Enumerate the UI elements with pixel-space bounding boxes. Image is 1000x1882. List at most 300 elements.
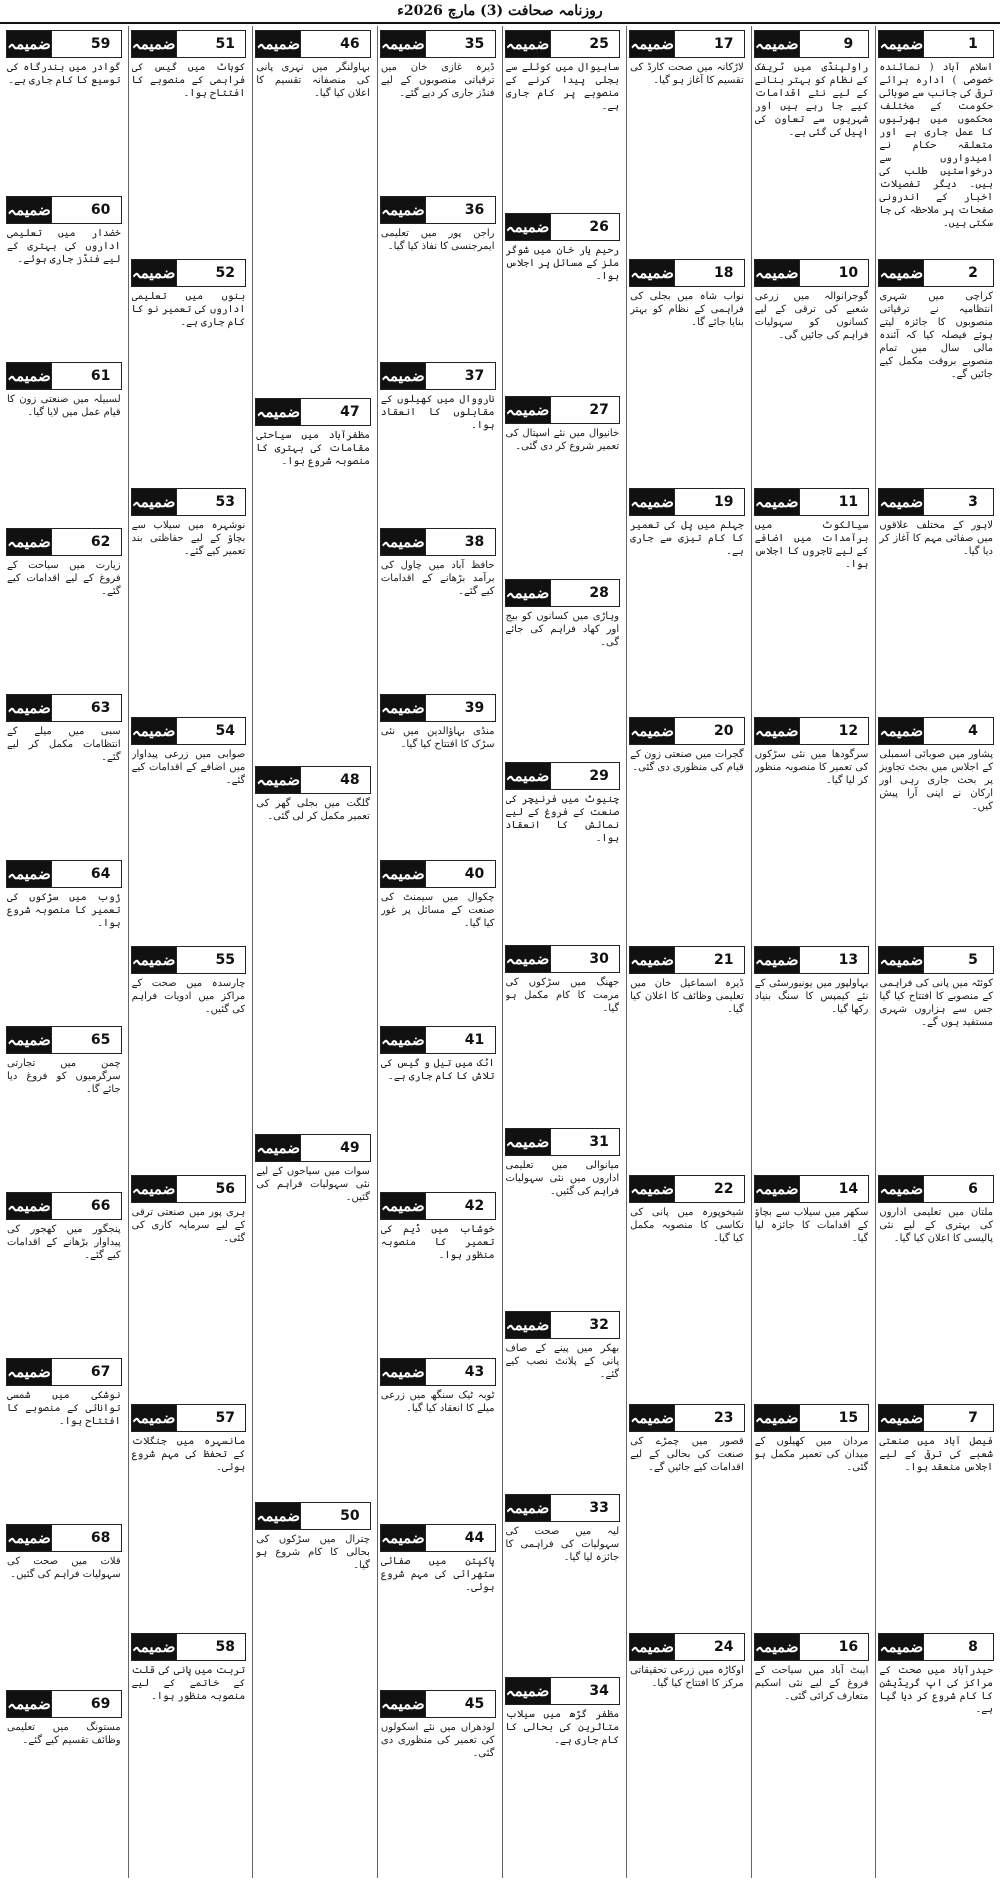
columns-container (4, 26, 996, 1878)
ad-number: 8 (968, 1639, 978, 1655)
zameema-badge: ضمیمہ (7, 861, 51, 887)
tile-divider (799, 1634, 829, 1660)
ad-header-tile (131, 717, 247, 745)
ad-text: ڈیرہ اسماعیل خان میں تعلیمی وظائف کا اعلان کیا گیا۔ (630, 978, 744, 1015)
ad-text: پنجگور میں کھجور کی پیداوار بڑھانے کے اقدامات کیے گئے۔ (7, 1224, 121, 1261)
ad-text: مردان میں کھیلوں کے میدان کی تعمیر مکمل ہو گئی۔ (754, 1436, 869, 1473)
ad-header-tile (6, 1026, 122, 1054)
ad-header-tile (754, 488, 870, 516)
ad-header-tile (505, 579, 621, 607)
zameema-badge: ضمیمہ (381, 695, 425, 721)
zameema-badge: ضمیمہ (506, 1312, 550, 1338)
ad-number: 65 (90, 1032, 111, 1048)
ad-header-tile (878, 488, 994, 516)
tile-divider (300, 1503, 330, 1529)
tile-divider (674, 260, 704, 286)
ad-text: ساہیوال میں کوئلے سے بجلی پیدا کرنے کے منصوبے پر کام جاری ہے۔ (505, 62, 620, 112)
ad-text: ملتان میں تعلیمی اداروں کی بہتری کے لیے نئی پالیسی کا اعلان کیا گیا۔ (879, 1207, 993, 1244)
ad-header-tile (629, 1175, 745, 1203)
tile-divider (550, 1129, 580, 1155)
tile-divider (550, 1495, 580, 1521)
zameema-badge: ضمیمہ (755, 718, 799, 744)
ad-text: چارسدہ میں صحت کے مراکز میں ادویات فراہم کی گئیں۔ (131, 978, 246, 1015)
ad-text: نوشہرہ میں سیلاب سے بچاؤ کے لیے حفاظتی بند تعمیر کیے گئے۔ (131, 520, 246, 557)
ad-text: خضدار میں تعلیمی اداروں کی بہتری کے لیے فنڈز جاری ہوئے۔ (7, 228, 121, 265)
ad-text: صوابی میں زرعی پیداوار میں اضافے کے اقدامات کیے گئے۔ (131, 749, 246, 786)
ad-text: لسبیلہ میں صنعتی زون کا قیام عمل میں لایا گیا۔ (7, 394, 121, 418)
ad-number: 20 (714, 723, 734, 739)
ad-text: ایبٹ آباد میں سیاحت کے فروغ کے لیے نئی اسکیم متعارف کرائی گئی۔ (754, 1665, 869, 1702)
zameema-badge: ضمیمہ (879, 260, 923, 286)
zameema-badge: ضمیمہ (755, 489, 799, 515)
zameema-badge: ضمیمہ (506, 1678, 550, 1704)
zameema-badge: ضمیمہ (7, 1359, 51, 1385)
ad-header-tile (131, 488, 247, 516)
ad-number: 39 (464, 700, 485, 716)
ad-number: 38 (464, 534, 485, 550)
ad-number: 33 (589, 1500, 609, 1516)
zameema-badge: ضمیمہ (506, 946, 550, 972)
ad-number: 54 (215, 723, 235, 739)
zameema-badge: ضمیمہ (755, 1634, 799, 1660)
ad-text: کوہاٹ میں گیس کی فراہمی کے منصوبے کا افتتاح ہوا۔ (131, 62, 246, 99)
ad-number: 61 (90, 368, 111, 384)
tile-divider (176, 1634, 206, 1660)
ad-header-tile (878, 259, 994, 287)
ad-text: تربت میں پانی کی قلت کے خاتمے کے لیے منصوبہ منظور ہوا۔ (131, 1665, 246, 1702)
ad-header-tile (754, 1175, 870, 1203)
tile-divider (923, 1176, 953, 1202)
zameema-badge: ضمیمہ (630, 31, 674, 57)
ad-text: اٹک میں تیل و گیس کی تلاش کا کام جاری ہے۔ (380, 1058, 495, 1082)
tile-divider (799, 718, 829, 744)
ad-header-tile (505, 1677, 621, 1705)
ad-header-tile (754, 717, 870, 745)
tile-divider (51, 1525, 81, 1551)
ad-text: نوشکی میں شمسی توانائی کے منصوبے کا افتتاح ہوا۔ (7, 1390, 121, 1427)
zameema-badge: ضمیمہ (879, 489, 923, 515)
ad-number: 36 (464, 202, 485, 218)
ad-text: پاکپتن میں صفائی ستھرائی کی مہم شروع ہوئی۔ (380, 1556, 495, 1593)
ad-number: 18 (714, 265, 734, 281)
ad-number: 31 (589, 1134, 609, 1150)
tile-divider (51, 1027, 81, 1053)
ad-header-tile (6, 1524, 122, 1552)
zameema-badge: ضمیمہ (256, 1135, 300, 1161)
ad-text: لودھراں میں نئے اسکولوں کی تعمیر کی منظوری دی گئی۔ (380, 1722, 495, 1759)
tile-divider (550, 214, 580, 240)
ad-header-tile (6, 860, 122, 888)
ad-number: 52 (215, 265, 235, 281)
tile-divider (176, 947, 206, 973)
tile-divider (550, 1312, 580, 1338)
zameema-badge: ضمیمہ (7, 1525, 51, 1551)
ad-number: 5 (968, 952, 978, 968)
ad-header-tile (255, 766, 371, 794)
zameema-badge: ضمیمہ (256, 31, 300, 57)
zameema-badge: ضمیمہ (506, 580, 550, 606)
ad-number: 40 (464, 866, 485, 882)
ad-header-tile (754, 1404, 870, 1432)
ad-header-tile (754, 946, 870, 974)
ad-text: چترال میں سڑکوں کی بحالی کا کام شروع ہو گیا۔ (256, 1534, 370, 1571)
ad-number: 7 (968, 1410, 978, 1426)
tile-divider (300, 31, 330, 57)
tile-divider (923, 260, 953, 286)
ad-header-tile (255, 30, 371, 58)
ad-number: 66 (90, 1198, 111, 1214)
ad-header-tile (380, 1358, 496, 1386)
zameema-badge: ضمیمہ (879, 1176, 923, 1202)
ad-header-tile (380, 362, 496, 390)
zameema-badge: ضمیمہ (7, 363, 51, 389)
ad-text: خوشاب میں ڈیم کی تعمیر کا منصوبہ منظور ہوا۔ (380, 1224, 495, 1261)
tile-divider (923, 947, 953, 973)
ad-number: 1 (968, 36, 978, 52)
ad-text: راولپنڈی میں ٹریفک کے نظام کو بہتر بنانے کے لیے نئے اقدامات کیے جا رہے ہیں اور شہریوں سے تعاون کی اپیل کی گئی ہے۔ (754, 62, 869, 138)
ad-number: 63 (90, 700, 111, 716)
zameema-badge: ضمیمہ (630, 489, 674, 515)
ad-text: بہاولپور میں یونیورسٹی کے نئے کیمپس کا سنگ بنیاد رکھا گیا۔ (754, 978, 869, 1015)
ad-header-tile (380, 1026, 496, 1054)
ad-text: بھکر میں پینے کے صاف پانی کے پلانٹ نصب کیے گئے۔ (505, 1343, 620, 1380)
zameema-badge: ضمیمہ (506, 1129, 550, 1155)
zameema-badge: ضمیمہ (7, 1691, 51, 1717)
ad-text: کوئٹہ میں پانی کی فراہمی کے منصوبے کا افتتاح کیا گیا جس سے ہزاروں شہری مستفید ہوں گے۔ (879, 978, 993, 1028)
ad-header-tile (380, 1192, 496, 1220)
zameema-badge: ضمیمہ (256, 1503, 300, 1529)
ad-header-tile (629, 1633, 745, 1661)
ad-text: ژوب میں سڑکوں کی تعمیر کا منصوبہ شروع ہوا۔ (7, 892, 121, 929)
ad-text: گوجرانوالہ میں زرعی شعبے کی ترقی کے لیے کسانوں کو سہولیات فراہم کی جائیں گی۔ (754, 291, 869, 341)
ad-text: ٹوبہ ٹیک سنگھ میں زرعی میلے کا انعقاد کیا گیا۔ (380, 1390, 495, 1414)
tile-divider (799, 260, 829, 286)
ad-number: 59 (90, 36, 111, 52)
tile-divider (300, 399, 330, 425)
ad-number: 21 (714, 952, 734, 968)
ad-number: 32 (589, 1317, 609, 1333)
ad-header-tile (6, 528, 122, 556)
zameema-badge: ضمیمہ (381, 1359, 425, 1385)
zameema-badge: ضمیمہ (7, 197, 51, 223)
tile-divider (176, 718, 206, 744)
zameema-badge: ضمیمہ (755, 1176, 799, 1202)
ad-number: 58 (215, 1639, 235, 1655)
ad-number: 41 (464, 1032, 485, 1048)
zameema-badge: ضمیمہ (506, 214, 550, 240)
zameema-badge: ضمیمہ (630, 1634, 674, 1660)
zameema-badge: ضمیمہ (381, 1027, 425, 1053)
zameema-badge: ضمیمہ (630, 260, 674, 286)
zameema-badge: ضمیمہ (381, 31, 425, 57)
tile-divider (51, 197, 81, 223)
ad-number: 62 (90, 534, 111, 550)
ad-number: 60 (90, 202, 111, 218)
ad-header-tile (131, 30, 247, 58)
ad-header-tile (505, 213, 621, 241)
ad-header-tile (878, 30, 994, 58)
ad-header-tile (380, 196, 496, 224)
ad-header-tile (6, 196, 122, 224)
ad-number: 46 (340, 36, 360, 52)
tile-divider (425, 1193, 455, 1219)
tile-divider (176, 260, 206, 286)
ad-header-tile (255, 1134, 371, 1162)
zameema-badge: ضمیمہ (7, 695, 51, 721)
tile-divider (176, 489, 206, 515)
tile-divider (923, 489, 953, 515)
ad-number: 2 (968, 265, 978, 281)
zameema-badge: ضمیمہ (132, 1634, 176, 1660)
ad-number: 4 (968, 723, 978, 739)
tile-divider (550, 580, 580, 606)
zameema-badge: ضمیمہ (506, 1495, 550, 1521)
ad-header-tile (131, 946, 247, 974)
ad-text: جہلم میں پل کی تعمیر کا کام تیزی سے جاری ہے۔ (630, 520, 744, 557)
ad-text: چکوال میں سیمنٹ کی صنعت کے مسائل پر غور کیا گیا۔ (380, 892, 495, 929)
ad-text: شیخوپورہ میں پانی کی نکاسی کا منصوبہ مکمل کیا گیا۔ (630, 1207, 744, 1244)
ad-header-tile (131, 259, 247, 287)
ad-number: 15 (838, 1410, 859, 1426)
ad-header-tile (505, 762, 621, 790)
ad-number: 55 (215, 952, 235, 968)
tile-divider (51, 695, 81, 721)
ad-text: مانسہرہ میں جنگلات کے تحفظ کی مہم شروع ہوئی۔ (131, 1436, 246, 1473)
zameema-badge: ضمیمہ (755, 1405, 799, 1431)
tile-divider (799, 1405, 829, 1431)
tile-divider (550, 397, 580, 423)
zameema-badge: ضمیمہ (630, 718, 674, 744)
ad-text: راجن پور میں تعلیمی ایمرجنسی کا نفاذ کیا گیا۔ (380, 228, 495, 252)
zameema-badge: ضمیمہ (381, 197, 425, 223)
zameema-badge: ضمیمہ (630, 947, 674, 973)
tile-divider (923, 31, 953, 57)
tile-divider (51, 363, 81, 389)
tile-divider (923, 1634, 953, 1660)
ad-header-tile (380, 1524, 496, 1552)
tile-divider (425, 31, 455, 57)
tile-divider (176, 1405, 206, 1431)
zameema-badge: ضمیمہ (381, 529, 425, 555)
ad-header-tile (629, 30, 745, 58)
ad-number: 35 (464, 36, 485, 52)
ad-number: 47 (340, 404, 360, 420)
ad-header-tile (6, 1690, 122, 1718)
ad-number: 67 (90, 1364, 111, 1380)
zameema-badge: ضمیمہ (755, 260, 799, 286)
tile-divider (425, 1525, 455, 1551)
ad-number: 56 (215, 1181, 235, 1197)
tile-divider (425, 197, 455, 223)
ad-header-tile (131, 1633, 247, 1661)
ad-header-tile (131, 1175, 247, 1203)
masthead: روزنامہ صحافت (3) مارچ 2026ء (0, 0, 1000, 24)
ad-text: چنیوٹ میں فرنیچر کی صنعت کے فروغ کے لیے نمائش کا انعقاد ہوا۔ (505, 794, 620, 844)
news-column (252, 26, 373, 1878)
ad-header-tile (6, 1358, 122, 1386)
ad-text: میانوالی میں تعلیمی اداروں میں نئی سہولیات فراہم کی گئیں۔ (505, 1160, 620, 1197)
ad-text: لاڑکانہ میں صحت کارڈ کی تقسیم کا آغاز ہو گیا۔ (630, 62, 744, 86)
ad-header-tile (6, 30, 122, 58)
ad-header-tile (505, 1494, 621, 1522)
ad-header-tile (6, 1192, 122, 1220)
zameema-badge: ضمیمہ (506, 31, 550, 57)
ad-header-tile (629, 488, 745, 516)
zameema-badge: ضمیمہ (256, 399, 300, 425)
zameema-badge: ضمیمہ (879, 1634, 923, 1660)
ad-number: 30 (589, 951, 609, 967)
ad-text: مستونگ میں تعلیمی وظائف تقسیم کیے گئے۔ (7, 1722, 121, 1746)
tile-divider (51, 861, 81, 887)
ad-text: نارووال میں کھیلوں کے مقابلوں کا انعقاد ہوا۔ (380, 394, 495, 431)
ad-header-tile (505, 30, 621, 58)
zameema-badge: ضمیمہ (630, 1176, 674, 1202)
ad-text: سرگودھا میں نئی سڑکوں کی تعمیر کا منصوبہ منظور کر لیا گیا۔ (754, 749, 869, 786)
tile-divider (300, 767, 330, 793)
ad-header-tile (629, 717, 745, 745)
ad-text: لاہور کے مختلف علاقوں میں صفائی مہم کا آغاز کر دیا گیا۔ (879, 520, 993, 557)
ad-number: 29 (589, 768, 609, 784)
ad-number: 24 (714, 1639, 734, 1655)
zameema-badge: ضمیمہ (132, 1405, 176, 1431)
tile-divider (300, 1135, 330, 1161)
tile-divider (425, 529, 455, 555)
ad-text: ہری پور میں صنعتی ترقی کے لیے سرمایہ کاری کی گئی۔ (131, 1207, 246, 1244)
ad-number: 53 (215, 494, 235, 510)
zameema-badge: ضمیمہ (256, 767, 300, 793)
ad-number: 10 (838, 265, 859, 281)
tile-divider (425, 1359, 455, 1385)
zameema-badge: ضمیمہ (630, 1405, 674, 1431)
ad-header-tile (878, 1404, 994, 1432)
ad-text: مظفرآباد میں سیاحتی مقامات کی بہتری کا منصوبہ شروع ہوا۔ (256, 430, 370, 467)
ad-text: سوات میں سیاحوں کے لیے نئی سہولیات فراہم کی گئیں۔ (256, 1166, 370, 1203)
ad-header-tile (380, 694, 496, 722)
ad-number: 43 (464, 1364, 485, 1380)
ad-text: ڈیرہ غازی خان میں ترقیاتی منصوبوں کے لیے فنڈز جاری کر دیے گئے۔ (380, 62, 495, 99)
zameema-badge: ضمیمہ (132, 947, 176, 973)
ad-text: رحیم یار خان میں شوگر ملز کے مسائل پر اجلاس ہوا۔ (505, 245, 620, 282)
ad-number: 28 (589, 585, 609, 601)
ad-header-tile (380, 1690, 496, 1718)
ad-header-tile (629, 946, 745, 974)
ad-number: 44 (464, 1530, 485, 1546)
zameema-badge: ضمیمہ (132, 489, 176, 515)
tile-divider (799, 31, 829, 57)
news-column (4, 26, 124, 1878)
zameema-badge: ضمیمہ (381, 1193, 425, 1219)
tile-divider (51, 529, 81, 555)
ad-header-tile (505, 1311, 621, 1339)
zameema-badge: ضمیمہ (506, 763, 550, 789)
ad-header-tile (878, 1175, 994, 1203)
tile-divider (51, 1691, 81, 1717)
zameema-badge: ضمیمہ (879, 947, 923, 973)
ad-text: گوادر میں بندرگاہ کی توسیع کا کام جاری ہے۔ (7, 62, 121, 86)
ad-number: 13 (838, 952, 859, 968)
news-column (751, 26, 872, 1878)
ad-text: منڈی بہاؤالدین میں نئی سڑک کا افتتاح کیا گیا۔ (380, 726, 495, 750)
zameema-badge: ضمیمہ (755, 31, 799, 57)
ad-header-tile (629, 259, 745, 287)
tile-divider (425, 695, 455, 721)
ad-number: 45 (464, 1696, 485, 1712)
tile-divider (51, 31, 81, 57)
ad-header-tile (255, 398, 371, 426)
tile-divider (550, 31, 580, 57)
ad-header-tile (131, 1404, 247, 1432)
ad-number: 14 (838, 1181, 859, 1197)
ad-number: 42 (464, 1198, 485, 1214)
news-column (128, 26, 249, 1878)
news-column (626, 26, 747, 1878)
ad-number: 69 (90, 1696, 111, 1712)
tile-divider (923, 1405, 953, 1431)
ad-text: حیدرآباد میں صحت کے مراکز کی اپ گریڈیشن کا کام شروع کر دیا گیا ہے۔ (879, 1665, 993, 1715)
tile-divider (674, 1634, 704, 1660)
ad-text: خانیوال میں نئے اسپتال کی تعمیر شروع کر دی گئی۔ (505, 428, 620, 452)
tile-divider (799, 1176, 829, 1202)
zameema-badge: ضمیمہ (7, 1027, 51, 1053)
tile-divider (425, 1027, 455, 1053)
zameema-badge: ضمیمہ (132, 718, 176, 744)
ad-number: 51 (215, 36, 235, 52)
ad-text: اوکاڑہ میں زرعی تحقیقاتی مرکز کا افتتاح کیا گیا۔ (630, 1665, 744, 1689)
news-column (502, 26, 623, 1878)
ad-header-tile (878, 1633, 994, 1661)
ad-number: 26 (589, 219, 609, 235)
ad-header-tile (629, 1404, 745, 1432)
tile-divider (674, 718, 704, 744)
ad-number: 19 (714, 494, 734, 510)
zameema-badge: ضمیمہ (7, 31, 51, 57)
ad-header-tile (754, 30, 870, 58)
ad-number: 23 (714, 1410, 734, 1426)
ad-header-tile (255, 1502, 371, 1530)
tile-divider (550, 946, 580, 972)
ad-header-tile (6, 362, 122, 390)
tile-divider (674, 1405, 704, 1431)
tile-divider (425, 861, 455, 887)
zameema-badge: ضمیمہ (7, 1193, 51, 1219)
tile-divider (51, 1193, 81, 1219)
ad-number: 3 (968, 494, 978, 510)
ad-header-tile (754, 259, 870, 287)
ad-number: 57 (215, 1410, 235, 1426)
ad-text: پشاور میں صوبائی اسمبلی کے اجلاس میں بجٹ تجاویز پر بحث جاری رہی اور ارکان نے اپنی آرا پیش کیں۔ (879, 749, 993, 812)
zameema-badge: ضمیمہ (879, 1405, 923, 1431)
tile-divider (674, 31, 704, 57)
ad-text: وہاڑی میں کسانوں کو بیج اور کھاد فراہم کی جائے گی۔ (505, 611, 620, 648)
zameema-badge: ضمیمہ (381, 1691, 425, 1717)
ad-text: لیہ میں صحت کی سہولیات کی فراہمی کا جائزہ لیا گیا۔ (505, 1526, 620, 1563)
ad-number: 49 (340, 1140, 360, 1156)
zameema-badge: ضمیمہ (132, 1176, 176, 1202)
zameema-badge: ضمیمہ (381, 363, 425, 389)
tile-divider (799, 489, 829, 515)
ad-number: 16 (838, 1639, 859, 1655)
ad-header-tile (380, 30, 496, 58)
ad-text: گجرات میں صنعتی زون کے قیام کی منظوری دی گئی۔ (630, 749, 744, 773)
ad-text: جھنگ میں سڑکوں کی مرمت کا کام مکمل ہو گیا۔ (505, 977, 620, 1014)
ad-text: سبی میں میلے کے انتظامات مکمل کر لیے گئے۔ (7, 726, 121, 763)
ad-number: 11 (838, 494, 859, 510)
ad-number: 22 (714, 1181, 734, 1197)
ad-text: زیارت میں سیاحت کے فروغ کے لیے اقدامات کیے گئے۔ (7, 560, 121, 597)
ad-text: سکھر میں سیلاب سے بچاؤ کے اقدامات کا جائزہ لیا گیا۔ (754, 1207, 869, 1244)
tile-divider (923, 718, 953, 744)
tile-divider (425, 1691, 455, 1717)
